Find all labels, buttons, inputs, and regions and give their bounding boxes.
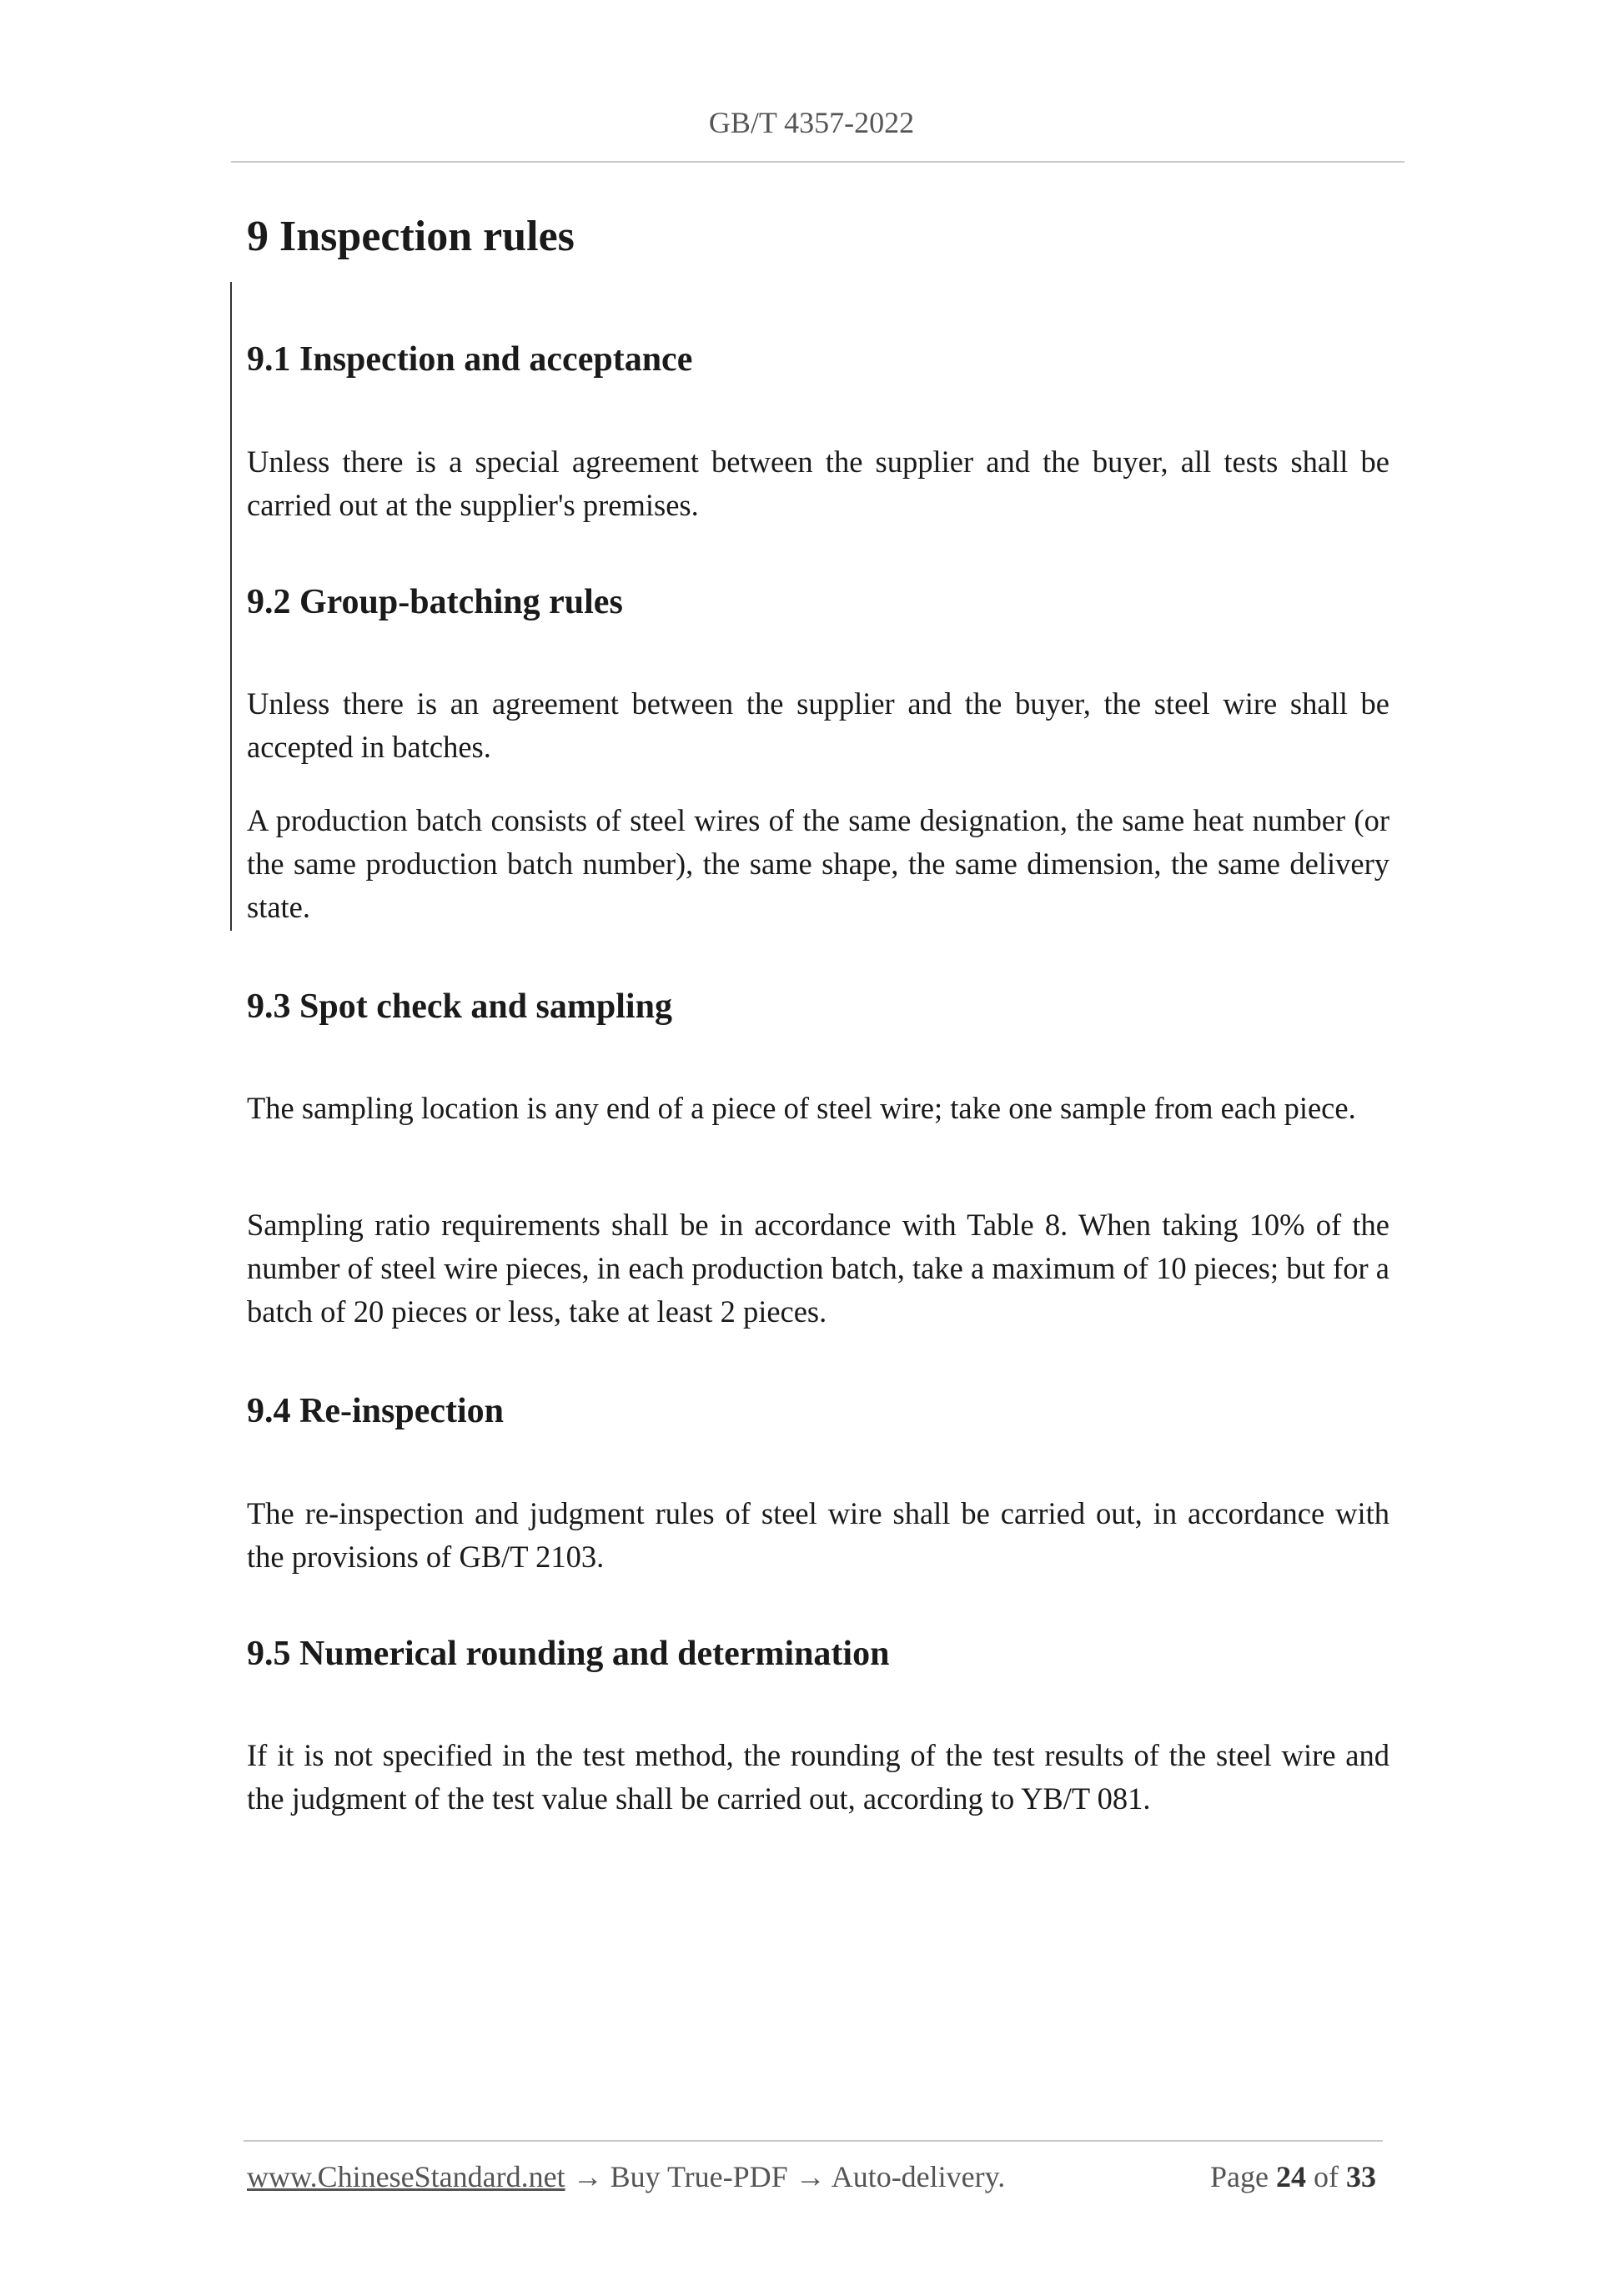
footer-promo xyxy=(247,2159,1005,2194)
footer-divider xyxy=(244,2140,1383,2142)
section-heading-9-2: 9.2 Group-batching rules xyxy=(247,583,623,621)
footer-promo-text: → Buy True-PDF → Auto-delivery. xyxy=(565,2160,1006,2193)
section-9-1-paragraph-1: Unless there is a special agreement between the supplier and the buyer, all tests shall be carried out at the supplier's premises. xyxy=(247,445,1389,522)
section-heading-9-1: 9.1 Inspection and acceptance xyxy=(247,340,693,379)
page-label: Page xyxy=(1210,2160,1269,2193)
revision-change-bar xyxy=(230,282,232,931)
section-9-2-paragraph-1: Unless there is an agreement between the supplier and the buyer, the steel wire shall be accepted in batches. xyxy=(247,686,1389,764)
page-number xyxy=(1210,2159,1376,2194)
section-9-5-paragraph-1: If it is not specified in the test method, the rounding of the test results of the steel wire and the judgment of the test value shall be carried out, according to YB/T 081. xyxy=(247,1738,1389,1816)
document-code-header: GB/T 4357-2022 xyxy=(708,106,915,139)
section-heading-9-3: 9.3 Spot check and sampling xyxy=(247,987,672,1026)
section-9-3-paragraph-2: Sampling ratio requirements shall be in accordance with Table 8. When taking 10% of the number of steel wire pieces, in each production batch, take a maximum of 10 pieces; but for a batch of 20 pieces or less, take at least 2 pieces. xyxy=(247,1208,1389,1329)
section-heading-9-4: 9.4 Re-inspection xyxy=(247,1392,504,1430)
chapter-title: 9 Inspection rules xyxy=(247,213,575,260)
section-9-3-paragraph-1: The sampling location is any end of a piece of steel wire; take one sample from each piece. xyxy=(247,1091,1356,1125)
section-9-4-paragraph-1: The re-inspection and judgment rules of steel wire shall be carried out, in accordance with the provisions of GB/T 2103. xyxy=(247,1496,1389,1574)
section-heading-9-5: 9.5 Numerical rounding and determination xyxy=(247,1635,890,1673)
page-of-label: of xyxy=(1314,2160,1339,2193)
website-link[interactable]: www.ChineseStandard.net xyxy=(247,2160,565,2193)
section-9-2-paragraph-2: A production batch consists of steel wires of the same designation, the same heat number (or the same production batch number), the same shape, the same dimension, the same delivery state. xyxy=(247,803,1389,924)
page-current: 24 xyxy=(1276,2160,1306,2193)
page-total: 33 xyxy=(1346,2160,1376,2193)
header-divider xyxy=(231,161,1404,163)
